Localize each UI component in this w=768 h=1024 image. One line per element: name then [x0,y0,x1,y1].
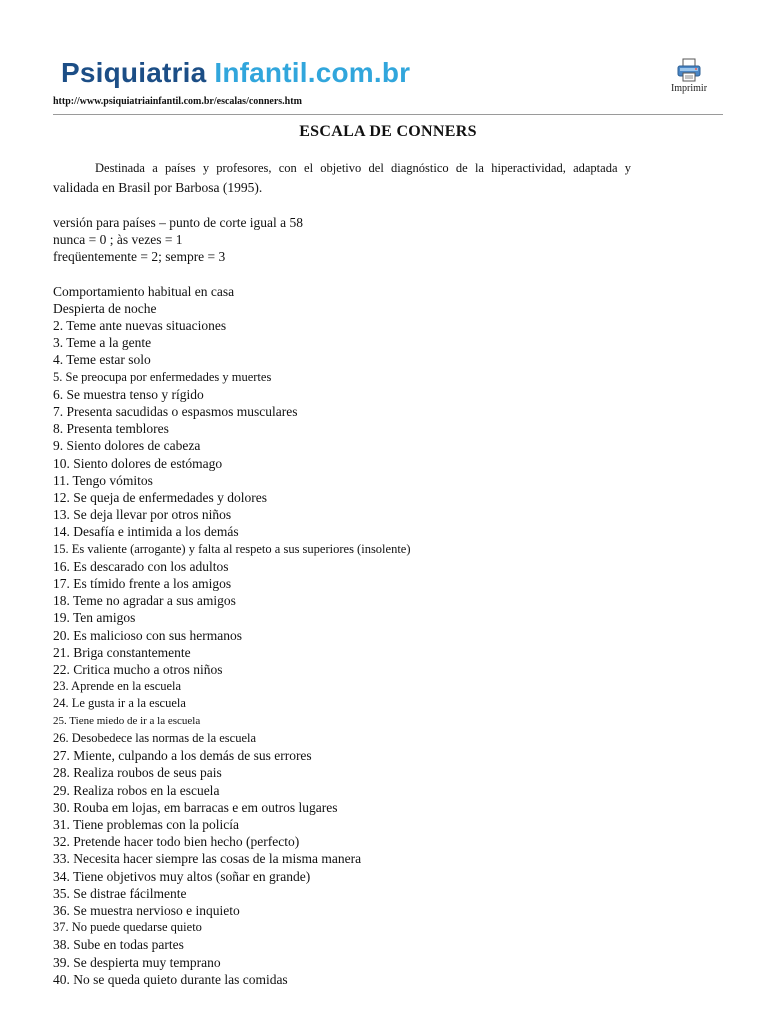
list-item: 7. Presenta sacudidas o espasmos musculares [53,404,298,420]
print-label: Imprimir [670,83,708,94]
spacer [53,266,411,283]
list-item: 11. Tengo vómitos [53,472,153,488]
list-item: 31. Tiene problemas con la policía [53,816,239,832]
list-item: 8. Presenta temblores [53,421,169,437]
list-item: 35. Se distrae fácilmente [53,885,187,901]
list-item: 20. Es malicioso con sus hermanos [53,627,242,643]
list-item: 14. Desafía e intimida a los demás [53,524,239,540]
page-header [53,54,723,114]
document-body [53,214,411,988]
header-divider [53,114,723,115]
list-item: 24. Le gusta ir a la escuela [53,696,186,711]
list-item: 3. Teme a la gente [53,335,152,351]
list-item: 38. Sube en todas partes [53,937,184,953]
list-item: 26. Desobedece las normas de la escuela [53,730,257,745]
list-item: 36. Se muestra nervioso e inquieto [53,902,240,918]
intro-paragraph [53,159,631,197]
list-item: 21. Briga constantemente [53,644,191,660]
list-item: 12. Se queja de enfermedades y dolores [53,490,268,506]
list-item: 28. Realiza roubos de seus pais [53,765,222,781]
list-item: 40. No se queda quieto durante las comidas [53,971,288,987]
list-item: 22. Critica mucho a otros niños [53,662,223,678]
site-logo[interactable] [61,54,410,92]
list-item: 27. Miente, culpando a los demás de sus errores [53,748,312,764]
list-item: 2. Teme ante nuevas situaciones [53,318,227,334]
list-item: 32. Pretende hacer todo bien hecho (perfecto) [53,834,300,850]
section-title: Comportamiento habitual en casa [53,283,235,299]
list-item: 15. Es valiente (arrogante) y falta al respeto a sus superiores (insolente) [53,541,411,556]
logo-text-secondary: Infantil.com.br [214,57,411,88]
list-item: Despierta de noche [53,300,157,316]
intro-line-1: Destinada a países y profesores, con el objetivo del diagnóstico de la hiperactividad, adaptada y [95,161,631,175]
list-item: 33. Necesita hacer siempre las cosas de la misma manera [53,851,362,867]
list-item: 29. Realiza robos en la escuela [53,782,220,798]
scoring-line: nunca = 0 ; às vezes = 1 [53,232,183,248]
list-item: 19. Ten amigos [53,610,136,626]
scoring-line: versión para países – punto de corte igual a 58 [53,215,304,230]
list-item: 17. Es tímido frente a los amigos [53,576,232,592]
list-item: 39. Se despierta muy temprano [53,954,221,970]
print-button[interactable] [664,58,714,98]
printer-icon [676,58,702,82]
list-item: 6. Se muestra tenso y rígido [53,386,204,402]
list-item: 5. Se preocupa por enfermedades y muertes [53,369,272,384]
list-item: 10. Siento dolores de estómago [53,455,223,471]
list-item: 18. Teme no agradar a sus amigos [53,593,236,609]
list-item: 37. No puede quedarse quieto [53,920,202,935]
intro-line-2: validada en Brasil por Barbosa (1995). [53,180,263,195]
document-title: ESCALA DE CONNERS [299,123,477,140]
list-item: 13. Se deja llevar por otros niños [53,507,232,523]
list-item: 9. Siento dolores de cabeza [53,438,201,454]
list-item: 4. Teme estar solo [53,352,151,368]
list-item: 25. Tiene miedo de ir a la escuela [53,714,201,727]
list-item: 16. Es descarado con los adultos [53,558,229,574]
page-url[interactable]: http://www.psiquiatriainfantil.com.br/escalas/conners.htm [53,96,302,107]
list-item: 34. Tiene objetivos muy altos (soñar en grande) [53,868,311,884]
logo-text-primary: Psiquiatria [61,57,207,88]
scoring-line: freqüentemente = 2; sempre = 3 [53,249,226,265]
list-item: 30. Rouba em lojas, em barracas e em outros lugares [53,799,338,815]
list-item: 23. Aprende en la escuela [53,679,182,694]
